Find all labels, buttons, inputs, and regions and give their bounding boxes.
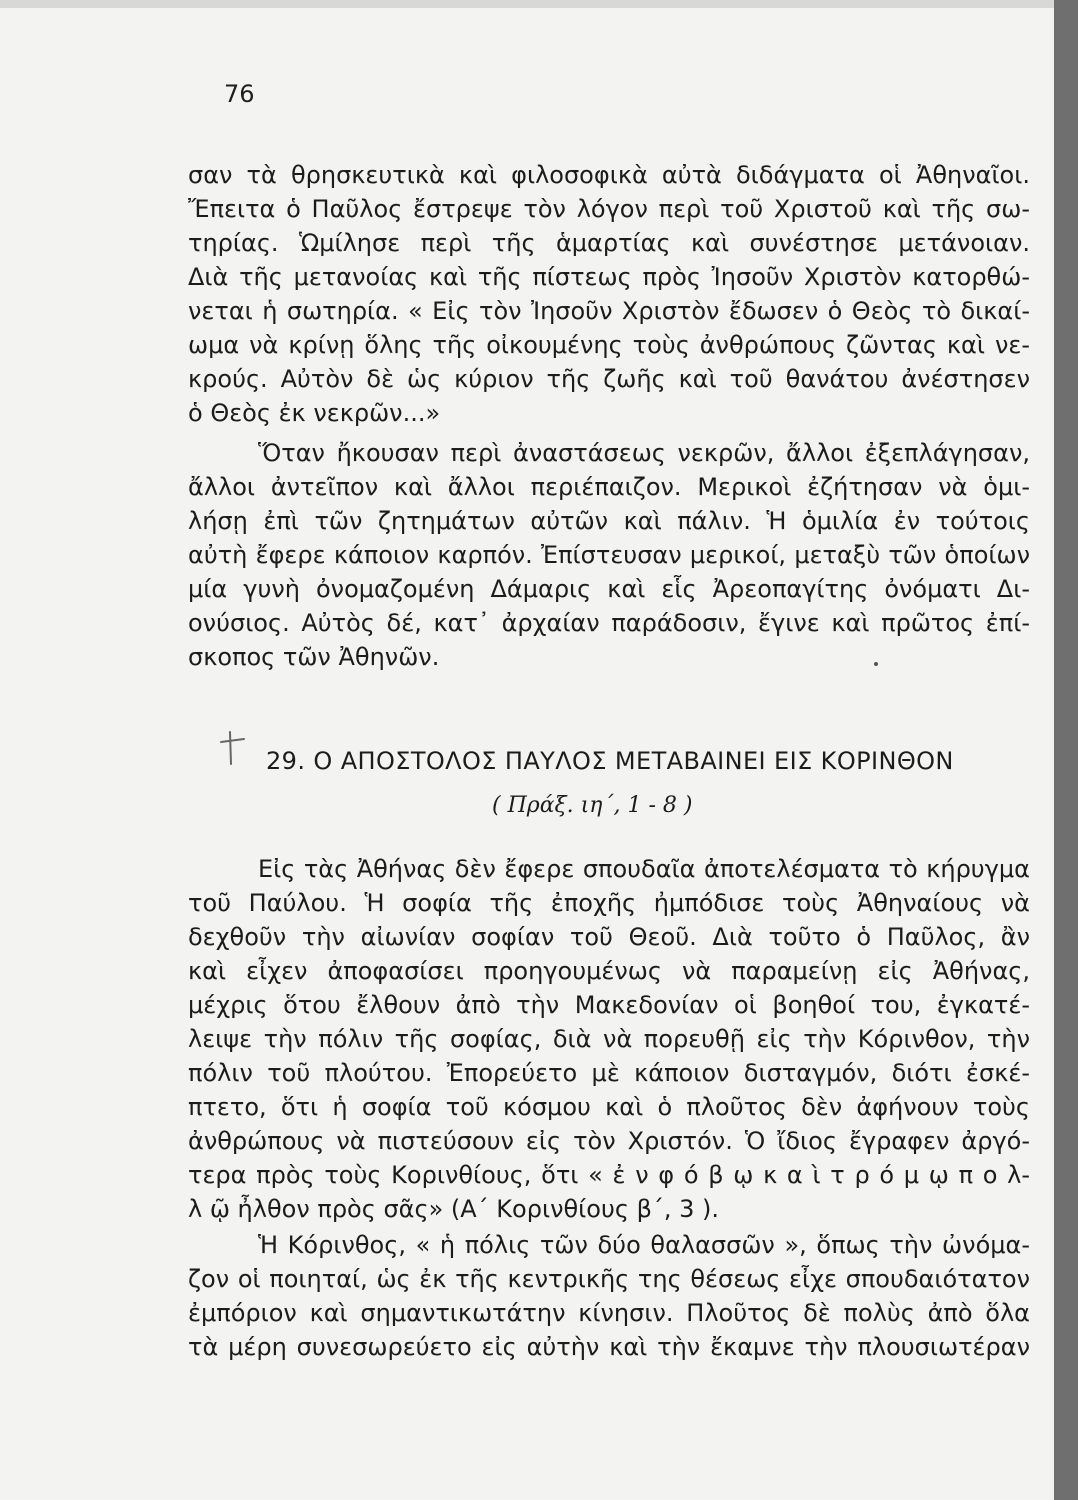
text-line: Ὅταν ἤκουσαν περὶ ἀναστάσεως νεκρῶν, ἄλλοι ἐξεπλάγησαν, [258, 439, 1030, 467]
text-line: ὁ Θεὸς ἐκ νεκρῶν...» [188, 399, 441, 427]
text-line: μία γυνὴ ὀνομαζομένη Δάμαρις καὶ εἷς Ἀρεοπαγίτης ὀνόματι Δι- [188, 575, 1030, 603]
text-line: λειψε τὴν πόλιν τῆς σοφίας, διὰ νὰ πορευθῇ εἰς τὴν Κόρινθον, τὴν [188, 1025, 1030, 1053]
text-line: Ἡ Κόρινθος, « ἡ πόλις τῶν δύο θαλασσῶν », ὅπως τὴν ὠνόμα- [258, 1231, 1030, 1259]
text-line: πόλιν τοῦ πλούτου. Ἐπορεύετο μὲ κάποιον δισταγμόν, διότι ἐσκέ- [188, 1059, 1030, 1087]
text-line: τὰ μέρη συνεσωρεύετο εἰς αὐτὴν καὶ τὴν ἔκαμνε τὴν πλουσιωτέραν [188, 1333, 1030, 1361]
text-line: σκοπος τῶν Ἀθηνῶν. [188, 643, 440, 671]
text-line: κρούς. Αὐτὸν δὲ ὡς κύριον τῆς ζωῆς καὶ τοῦ θανάτου ἀνέστησεν [188, 365, 1030, 393]
section-heading: 29. Ο ΑΠΟΣΤΟΛΟΣ ΠΑΥΛΟΣ ΜΕΤΑΒΑΙΝΕΙ ΕΙΣ ΚΟΡΙΝΘΟΝ [266, 747, 954, 775]
text-line: ἀνθρώπους νὰ πιστεύσουν εἰς τὸν Χριστόν. Ὁ ἴδιος ἔγραφεν ἀργό- [188, 1127, 1030, 1155]
text-line: λήσῃ ἐπὶ τῶν ζητημάτων αὐτῶν καὶ πάλιν. Ἡ ὁμιλία ἐν τούτοις [188, 507, 1030, 535]
text-line: τερα πρὸς τοὺς Κορινθίους, ὅτι « ἐ ν φ ό β ῳ κ α ὶ τ ρ ό μ ῳ π ο λ- [188, 1161, 1030, 1189]
text-line: τηρίας. Ὡμίλησε περὶ τῆς ἁμαρτίας καὶ συνέστησε μετάνοιαν. [188, 229, 1030, 257]
text-line: τοῦ Παύλου. Ἡ σοφία τῆς ἐποχῆς ἠμπόδισε τοὺς Ἀθηναίους νὰ [188, 889, 1030, 917]
scripture-reference: ( Πράξ. ιη΄, 1 - 8 ) [492, 793, 693, 818]
text-line: ονύσιος. Αὐτὸς δέ, κατ᾽ ἀρχαίαν παράδοσιν, ἔγινε καὶ πρῶτος ἐπί- [188, 609, 1030, 637]
text-line: λ ῷ ἦλθον πρὸς σᾶς» (Α΄ Κορινθίους β΄, 3 ). [188, 1195, 720, 1223]
page-number: 76 [224, 80, 255, 108]
text-line: ἄλλοι ἀντεῖπον καὶ ἄλλοι περιέπαιζον. Μερικοὶ ἐζήτησαν νὰ ὁμι- [188, 473, 1030, 501]
text-line: πτετο, ὅτι ἡ σοφία τοῦ κόσμου καὶ ὁ πλοῦτος δὲν ἀφήνουν τοὺς [188, 1093, 1030, 1121]
text-line: αὐτὴ ἔφερε κάποιον καρπόν. Ἐπίστευσαν μερικοί, μεταξὺ τῶν ὁποίων [188, 541, 1030, 569]
text-line: σαν τὰ θρησκευτικὰ καὶ φιλοσοφικὰ αὐτὰ διδάγματα οἱ Ἀθηναῖοι. [188, 161, 1030, 189]
text-line: Εἰς τὰς Ἀθήνας δὲν ἔφερε σπουδαῖα ἀποτελέσματα τὸ κήρυγμα [258, 855, 1030, 883]
text-line: καὶ εἶχεν ἀποφασίσει προηγουμένως νὰ παραμείνῃ εἰς Ἀθήνας, [188, 957, 1030, 985]
text-line: νεται ἡ σωτηρία. « Εἰς τὸν Ἰησοῦν Χριστὸν ἔδωσεν ὁ Θεὸς τὸ δικαί- [188, 297, 1030, 325]
text-line: Διὰ τῆς μετανοίας καὶ τῆς πίστεως πρὸς Ἰησοῦν Χριστὸν κατορθώ- [188, 263, 1030, 291]
text-line: μέχρις ὅτου ἔλθουν ἀπὸ τὴν Μακεδονίαν οἱ βοηθοί του, ἐγκατέ- [188, 991, 1030, 1019]
text-line: ωμα νὰ κρίνῃ ὅλης τῆς οἰκουμένης τοὺς ἀνθρώπους ζῶντας καὶ νε- [188, 331, 1030, 359]
text-line: Ἔπειτα ὁ Παῦλος ἔστρεψε τὸν λόγον περὶ τοῦ Χριστοῦ καὶ τῆς σω- [188, 195, 1030, 223]
text-line: δεχθοῦν τὴν αἰωνίαν σοφίαν τοῦ Θεοῦ. Διὰ τοῦτο ὁ Παῦλος, ἂν [188, 923, 1030, 951]
ink-speck [874, 662, 878, 666]
handwritten-cross-mark [218, 730, 248, 766]
text-line: ἐμπόριον καὶ σημαντικωτάτην κίνησιν. Πλοῦτος δὲ πολὺς ἀπὸ ὅλα [188, 1299, 1030, 1327]
page-top-edge [0, 0, 1054, 8]
text-line: ζον οἱ ποιηταί, ὡς ἐκ τῆς κεντρικῆς της θέσεως εἶχε σπουδαιότατον [188, 1265, 1030, 1293]
